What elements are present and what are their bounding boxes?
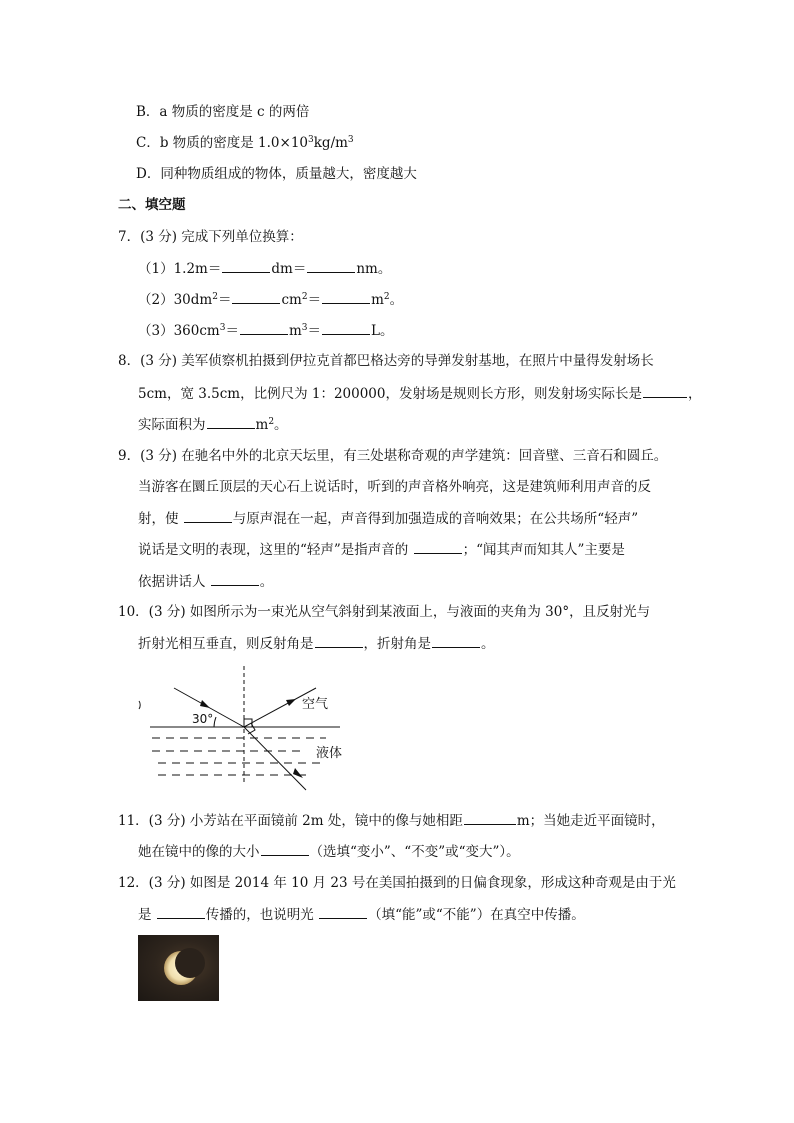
angle-label: 30°	[192, 712, 214, 726]
q9-line5	[138, 572, 273, 591]
answer-blank[interactable]	[211, 572, 259, 586]
q7-p2-sup: 2	[301, 292, 308, 302]
option-b: B．a 物质的密度是 c 的两倍	[136, 104, 310, 120]
q7-p2-eq: ＝	[217, 292, 232, 308]
q7-p2-eq: ＝	[307, 292, 322, 308]
q9-line3-text: 射，使	[138, 511, 183, 527]
answer-blank[interactable]	[432, 634, 480, 648]
q9-line3	[138, 509, 638, 528]
q11-line2-rest: （选填“变小”、“不变”或“变大”）。	[309, 844, 520, 860]
q9-line4	[138, 540, 625, 559]
q7-p2-text: （2）30dm	[138, 292, 213, 308]
q7-part3	[138, 321, 393, 340]
q10-line1: 10．(3 分) 如图所示为一束光从空气斜射到某液面上，与液面的夹角为 30°，且反射光与	[118, 604, 651, 620]
q12-line2-rest: （填“能”或“不能”）在真空中传播。	[368, 907, 585, 923]
q8-line3	[138, 415, 288, 434]
q8-line2	[138, 384, 702, 403]
q12-line2-text: 是	[138, 907, 156, 923]
q7-p1-unit1: dm＝	[271, 261, 307, 277]
q11-line1-rest: m；当她走近平面镜时，	[516, 813, 665, 829]
reflected-arrow	[286, 699, 296, 706]
angle-arc	[214, 717, 216, 727]
q7-p1-unit2: nm。	[356, 261, 392, 277]
answer-blank[interactable]	[184, 509, 232, 523]
option-c-exp: 3	[308, 135, 314, 145]
q8-line1: 8．(3 分) 美军侦察机拍摄到伊拉克首都巴格达旁的导弹发射基地，在照片中量得发射场长	[118, 353, 654, 369]
q8-line2-end: ，	[688, 386, 702, 402]
answer-blank[interactable]	[315, 634, 363, 648]
option-c	[136, 134, 354, 152]
q9-line5-end: 。	[259, 574, 274, 590]
option-c-unit: kg/m	[313, 135, 348, 151]
q9-line2: 当游客在圜丘顶层的天心石上说话时，听到的声音格外响亮，这是建筑师利用声音的反	[138, 479, 651, 495]
q9-line4-text: 说话是文明的表现，这里的“轻声”是指声音的	[138, 542, 413, 558]
partial-eclipse-photo	[138, 935, 219, 1001]
option-c-unit-exp: 3	[347, 135, 354, 145]
q8-line3-text: 实际面积为	[138, 417, 206, 433]
answer-blank[interactable]	[643, 384, 687, 398]
q7-p3-eq: ＝	[225, 323, 239, 339]
q7-p3-eq: ＝	[307, 323, 321, 339]
q7-p1-text: （1）1.2m＝	[138, 261, 222, 277]
q10-line2-text: 折射光相互垂直，则反射角是	[138, 636, 314, 652]
refracted-ray	[244, 727, 306, 790]
q11-line2-text: 她在镜中的像的大小	[138, 844, 260, 860]
answer-blank[interactable]	[307, 259, 355, 273]
q7-p3-unit1: m	[288, 323, 302, 339]
q8-line3-unit: m	[255, 417, 269, 433]
q7-p3-text: （3）360cm	[138, 323, 220, 339]
edge-mark	[139, 701, 140, 709]
liquid-label: 液体	[316, 746, 343, 761]
q7-p3-sup: 3	[219, 323, 226, 333]
q7-p2-sup: 2	[212, 292, 218, 302]
q7-p3-sup: 3	[301, 323, 308, 333]
q9-line5-text: 依据讲话人	[138, 574, 210, 590]
q8-line2-text: 5cm，宽 3.5cm，比例尺为 1：200000，发射场是规则长方形，则发射场实际长是	[138, 386, 642, 402]
incident-arrow	[200, 700, 210, 708]
q9-line4-rest: ；“闻其声而知其人”主要是	[462, 542, 625, 558]
option-c-text: C．b 物质的密度是 1.0×10	[136, 135, 309, 151]
q7-part2	[138, 290, 403, 309]
q7-p2-unit2: m	[371, 292, 384, 308]
option-d: D．同种物质组成的物体，质量越大，密度越大	[136, 166, 417, 182]
q7-part1	[138, 259, 391, 278]
q10-line2-end: 。	[481, 636, 495, 652]
eclipse-crescent	[138, 935, 219, 1001]
answer-blank[interactable]	[414, 540, 462, 554]
refraction-diagram	[130, 662, 350, 792]
q7-stem: 7．(3 分) 完成下列单位换算：	[118, 229, 303, 245]
q12-line2-mid: 传播的，也说明光	[205, 907, 319, 923]
answer-blank[interactable]	[207, 415, 255, 429]
q8-line3-sup: 2	[268, 417, 275, 427]
q10-line2	[138, 634, 495, 653]
answer-blank[interactable]	[261, 842, 309, 856]
q7-p2-unit1: cm	[281, 292, 302, 308]
answer-blank[interactable]	[240, 321, 288, 335]
q9-line1: 9．(3 分) 在驰名中外的北京天坛里，有三处堪称奇观的声学建筑：回音壁、三音石和圆丘。	[118, 448, 668, 464]
q12-line1: 12．(3 分) 如图是 2014 年 10 月 23 号在美国拍摄到的日偏食现象，形成这种奇观是由于光	[118, 875, 676, 891]
answer-blank[interactable]	[319, 905, 367, 919]
answer-blank[interactable]	[322, 321, 370, 335]
answer-blank[interactable]	[157, 905, 205, 919]
answer-blank[interactable]	[232, 290, 280, 304]
air-label: 空气	[302, 697, 329, 712]
refracted-arrow	[293, 768, 303, 778]
answer-blank[interactable]	[222, 259, 270, 273]
q11-line2	[138, 842, 520, 861]
answer-blank[interactable]	[464, 811, 516, 825]
section-heading: 二、填空题	[118, 197, 186, 213]
q7-p2-sup: 2	[383, 292, 390, 302]
q11-line1	[118, 811, 665, 830]
q7-p3-unit2: L。	[371, 323, 394, 339]
q8-line3-end: 。	[274, 417, 288, 433]
q9-line3-rest: 与原声混在一起，声音得到加强造成的音响效果；在公共场所“轻声”	[232, 511, 639, 527]
q12-line2	[138, 905, 585, 924]
q11-line1-text: 11．(3 分) 小芳站在平面镜前 2m 处，镜中的像与她相距	[118, 813, 463, 829]
q7-p2-end: 。	[389, 292, 404, 308]
answer-blank[interactable]	[322, 290, 370, 304]
q10-line2-mid: ，折射角是	[363, 636, 431, 652]
